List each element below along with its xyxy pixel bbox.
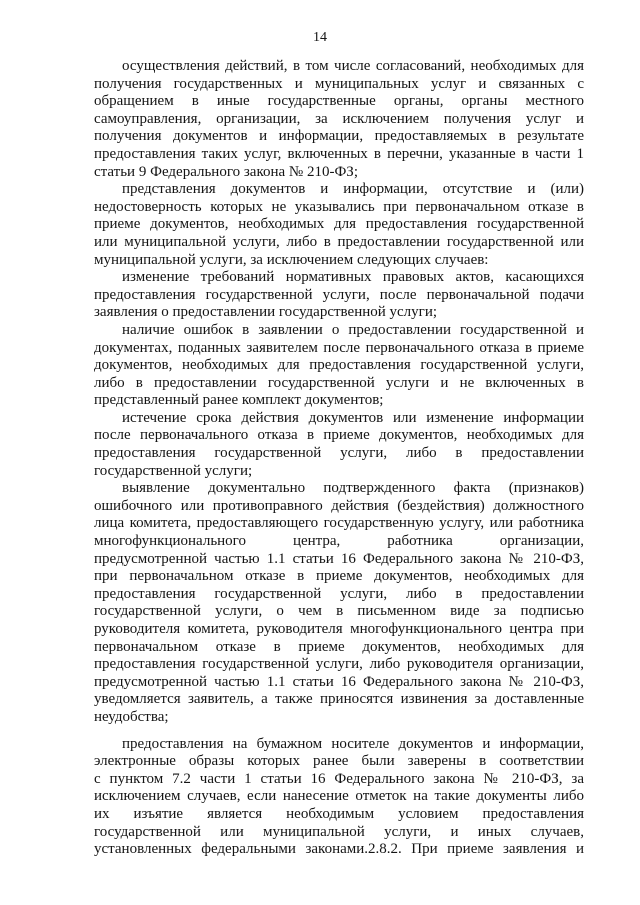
- text-line: их изъятие является необходимым условием предоставления: [94, 805, 584, 822]
- text-line: изменение требований нормативных правовых актов, касающихся: [122, 269, 584, 286]
- text-line: после первоначального отказа в приеме документов, необходимых для: [94, 427, 584, 444]
- text-line: или муниципальной услуги, либо в предоставлении государственной или: [94, 233, 584, 250]
- text-line: государственной услуги, о чем в письменном виде за подписью: [94, 603, 584, 620]
- text-line: самоуправления, организации, за исключением получения услуг и: [94, 110, 584, 127]
- text-line: с пунктом 7.2 части 1 статьи 16 Федерального закона № 210-ФЗ, за: [94, 770, 584, 787]
- text-line: многофункционального центра, работника организации,: [94, 533, 584, 550]
- text-line: первоначальном отказе в приеме документов, необходимых для: [94, 638, 584, 655]
- text-line: предоставления государственной услуги, после первоначальной подачи: [94, 286, 584, 303]
- text-line: предоставления на бумажном носителе документов и информации,: [122, 735, 584, 752]
- text-line: заявления о предоставлении государственной услуги;: [94, 304, 438, 321]
- text-line: государственной услуги;: [94, 462, 253, 479]
- text-line: при первоначальном отказе в приеме документов, необходимых для: [94, 568, 584, 585]
- text-line: установленных федеральными законами.2.8.2. При приеме заявления и: [94, 841, 584, 858]
- text-line: обращением в иные государственные органы, органы местного: [94, 93, 584, 110]
- text-line: наличие ошибок в заявлении о предоставлении государственной и: [122, 321, 584, 338]
- text-line: представления документов и информации, отсутствие и (или): [122, 181, 584, 198]
- text-line: недостоверность которых не указывались при первоначальном отказе в: [94, 198, 584, 215]
- text-line: истечение срока действия документов или изменение информации: [122, 409, 584, 426]
- text-line: получения государственных и муниципальных услуг и связанных с: [94, 75, 584, 92]
- text-line: ошибочного или противоправного действия (бездействия) должностного: [94, 497, 584, 514]
- text-line: предоставления государственной услуги, либо в предоставлении: [94, 445, 584, 462]
- text-line: предоставления государственной услуги, либо руководителя организации,: [94, 656, 584, 673]
- text-line: руководителя комитета, руководителя многофункционального центра при: [94, 621, 584, 637]
- text-line: документах, поданных заявителем после первоначального отказа в приеме: [94, 339, 584, 356]
- text-line: приеме документов, необходимых для предоставления государственной: [94, 216, 584, 233]
- text-line: получения документов и информации, предоставляемых в результате: [94, 128, 584, 145]
- page-number: 14: [313, 30, 327, 45]
- text-line: предусмотренной частью 1.1 статьи 16 Федерального закона № 210-ФЗ,: [94, 550, 584, 567]
- text-line: статьи 9 Федерального закона № 210-ФЗ;: [94, 163, 358, 180]
- document-body: [94, 58, 584, 859]
- text-line: предоставления государственной услуги, либо в предоставлении: [94, 585, 584, 602]
- text-line: представленный ранее комплект документов;: [94, 392, 384, 409]
- text-line: исключением случаев, если нанесение отметок на такие документы либо: [94, 788, 584, 805]
- text-line: осуществления действий, в том числе согласований, необходимых для: [122, 58, 584, 74]
- text-line: либо в предоставлении государственной услуги и не включенных в: [94, 374, 584, 391]
- paragraph-gap: [94, 727, 584, 736]
- text-line: документов, необходимых для предоставления государственной услуги,: [94, 357, 584, 374]
- text-line: муниципальной услуги, за исключением следующих случаев:: [94, 251, 489, 268]
- text-line: государственной или муниципальной услуги, и иных случаев,: [94, 823, 584, 840]
- text-line: лица комитета, предоставляющего государственную услугу, или работника: [94, 515, 584, 532]
- text-line: неудобства;: [94, 708, 169, 725]
- text-line: электронные образы которых ранее были заверены в соответствии: [94, 753, 584, 770]
- text-line: предоставления таких услуг, включенных в перечни, указанные в части 1: [94, 145, 584, 162]
- text-line: выявление документально подтвержденного факта (признаков): [122, 480, 584, 497]
- text-line: уведомляется заявитель, а также приносятся извинения за доставленные: [94, 691, 584, 708]
- text-line: предусмотренной частью 1.1 статьи 16 Федерального закона № 210-ФЗ,: [94, 673, 584, 690]
